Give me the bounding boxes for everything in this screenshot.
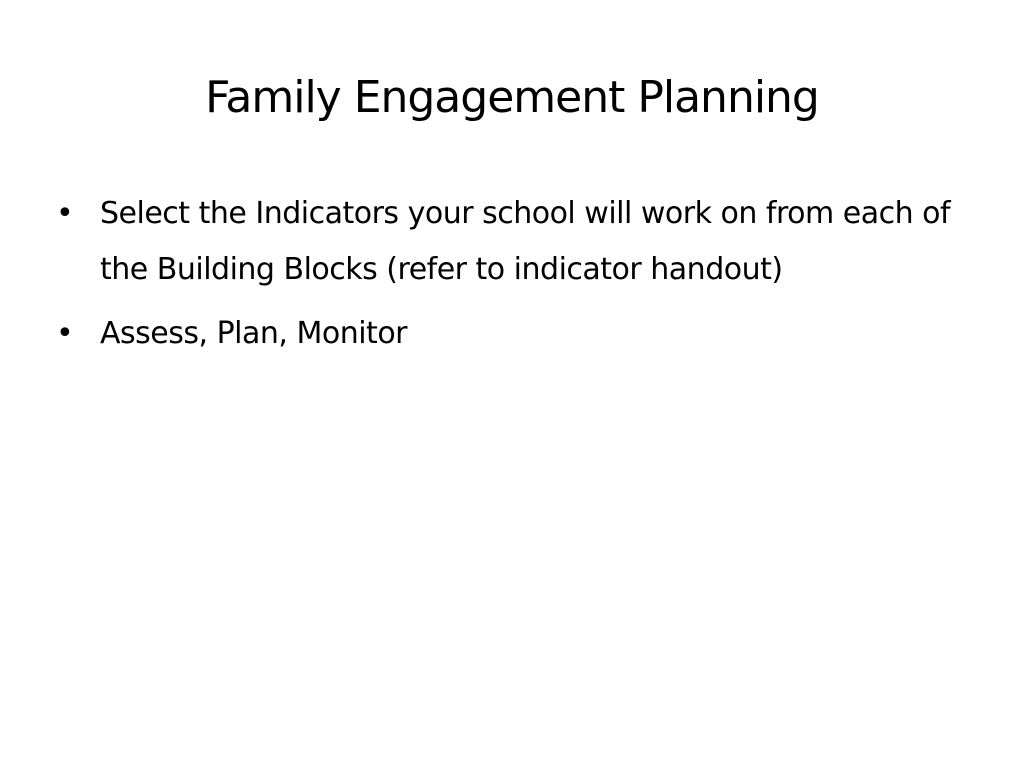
bullet-dot-icon: • (56, 196, 74, 231)
bullet-item (56, 186, 956, 298)
slide-title: Family Engagement Planning (205, 72, 819, 123)
bullet-text: Assess, Plan, Monitor (100, 316, 408, 351)
bullet-item (56, 306, 956, 362)
bullet-list (56, 186, 956, 370)
bullet-dot-icon: • (56, 316, 74, 351)
bullet-text: Select the Indicators your school will work on from each of the Building Blocks (refer to indicator handout) (100, 196, 951, 287)
